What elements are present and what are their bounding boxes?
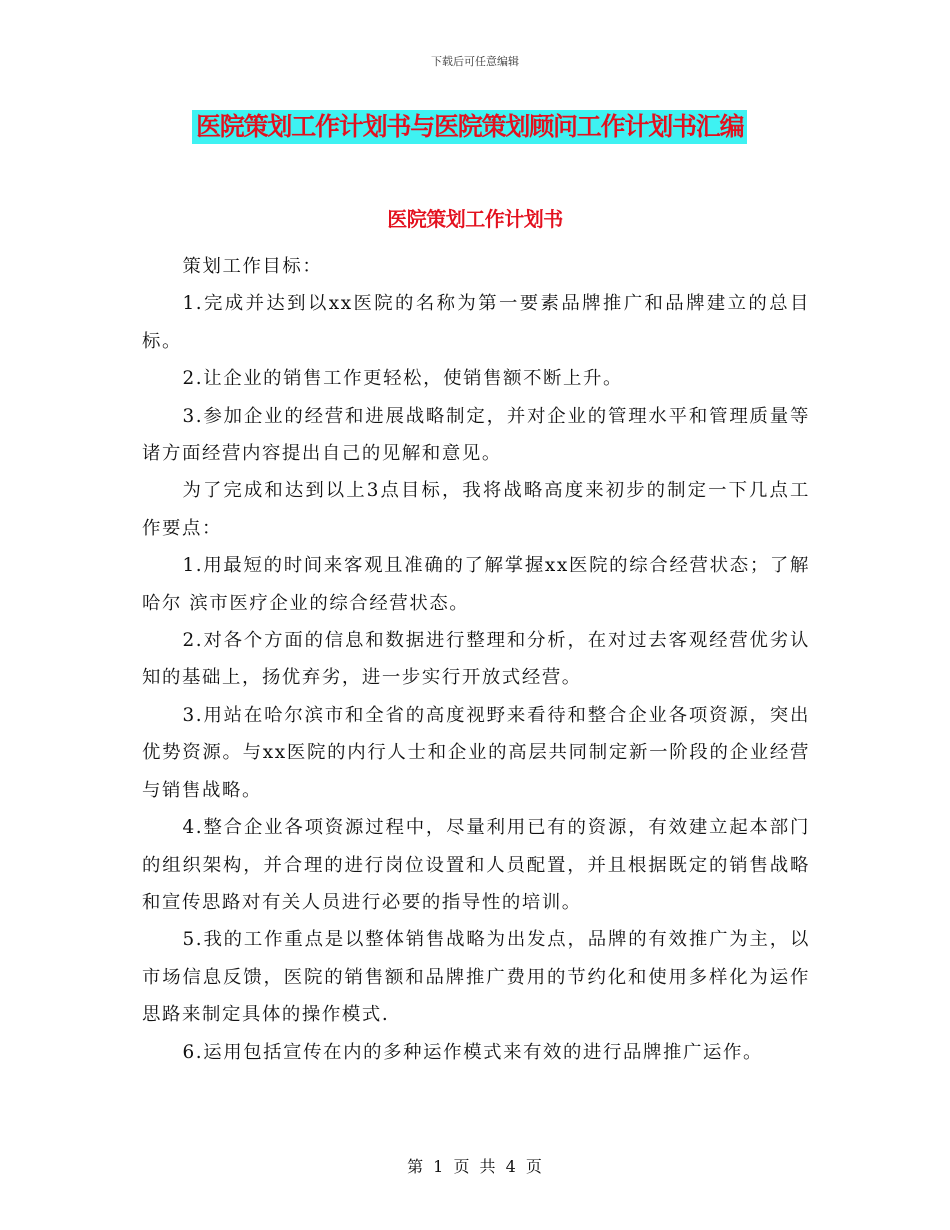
- paragraph: 5.我的工作重点是以整体销售战略为出发点，品牌的有效推广为主，以市场信息反馈，医院的销售额和品牌推广费用的节约化和使用多样化为运作思路来制定具体的操作模式.: [142, 929, 810, 1026]
- paragraph: 3.用站在哈尔滨市和全省的高度视野来看待和整合企业各项资源，突出优势资源。与xx医院的内行人士和企业的高层共同制定新一阶段的企业经营与销售战略。: [142, 704, 810, 801]
- paragraph: 6.运用包括宣传在内的多种运作模式来有效的进行品牌推广运作。: [182, 1041, 763, 1063]
- paragraph: 4.整合企业各项资源过程中，尽量利用已有的资源，有效建立起本部门的组织架构，并合理的进行岗位设置和人员配置，并且根据既定的销售战略和宣传思路对有关人员进行必要的指导性的培训。: [142, 817, 810, 913]
- paragraph: 2.让企业的销售工作更轻松，使销售额不断上升。: [182, 368, 624, 390]
- paragraph: 1.用最短的时间来客观且准确的了解掌握xx医院的综合经营状态；了解哈尔 滨市医疗企业的综合经营状态。: [142, 555, 810, 614]
- section-title: 医院策划工作计划书: [387, 207, 563, 231]
- page-number-footer: 第 1 页 共 4 页: [407, 1157, 543, 1176]
- document-title: 医院策划工作计划书与医院策划顾问工作计划书汇编: [192, 110, 747, 144]
- paragraph: 策划工作目标：: [182, 256, 323, 277]
- header-note: 下载后可任意编辑: [431, 55, 519, 68]
- document-body: [142, 248, 810, 1071]
- paragraph: 2.对各个方面的信息和数据进行整理和分析，在对过去客观经营优劣认知的基础上，扬优弃劣，进一步实行开放式经营。: [142, 630, 810, 689]
- paragraph: 为了完成和达到以上3点目标，我将战略高度来初步的制定一下几点工作要点：: [142, 480, 810, 539]
- paragraph: 3.参加企业的经营和进展战略制定，并对企业的管理水平和管理质量等诸方面经营内容提出自己的见解和意见。: [142, 405, 810, 465]
- paragraph: 1.完成并达到以xx医院的名称为第一要素品牌推广和品牌建立的总目标。: [142, 293, 810, 352]
